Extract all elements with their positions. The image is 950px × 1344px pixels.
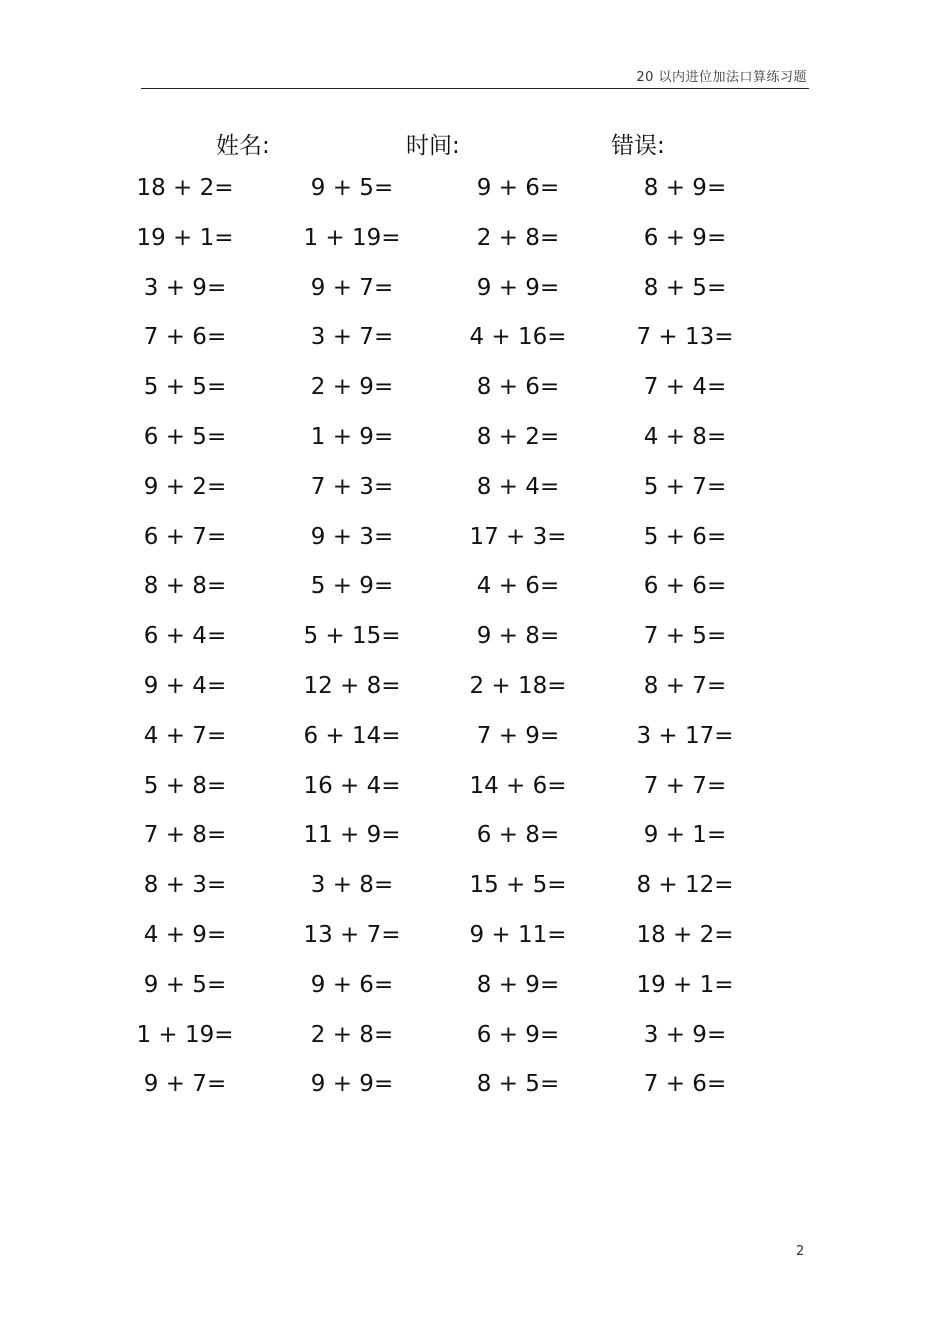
arithmetic-problem: 9 + 6= [310, 971, 394, 998]
problem-row [0, 765, 950, 815]
arithmetic-problem: 1 + 19= [303, 224, 401, 251]
arithmetic-problem: 5 + 9= [310, 573, 394, 600]
arithmetic-problem: 9 + 1= [643, 822, 727, 849]
problem-row [0, 615, 950, 665]
arithmetic-problem: 19 + 1= [636, 971, 734, 998]
arithmetic-problem: 2 + 8= [310, 1021, 394, 1048]
arithmetic-problem: 7 + 6= [643, 1071, 727, 1098]
arithmetic-problem: 17 + 3= [469, 523, 567, 550]
arithmetic-problem: 6 + 14= [303, 722, 401, 749]
arithmetic-problem: 5 + 6= [643, 523, 727, 550]
arithmetic-problem: 6 + 4= [143, 623, 227, 650]
problem-row [0, 217, 950, 267]
problem-row [0, 565, 950, 615]
arithmetic-problem: 4 + 9= [143, 921, 227, 948]
arithmetic-problem: 9 + 6= [476, 175, 560, 201]
arithmetic-problem: 7 + 5= [643, 623, 727, 650]
arithmetic-problem: 7 + 8= [143, 822, 227, 849]
arithmetic-problem: 6 + 8= [476, 822, 560, 849]
problem-row [0, 715, 950, 765]
problem-row [0, 1063, 950, 1113]
arithmetic-problem: 9 + 11= [469, 921, 567, 948]
arithmetic-problem: 2 + 8= [476, 224, 560, 251]
arithmetic-problem: 4 + 6= [476, 573, 560, 600]
arithmetic-problem: 8 + 6= [476, 374, 560, 401]
arithmetic-problem: 14 + 6= [469, 772, 567, 799]
arithmetic-problem: 7 + 13= [636, 324, 734, 351]
arithmetic-problem: 9 + 7= [310, 274, 394, 301]
arithmetic-problem: 19 + 1= [136, 224, 234, 251]
arithmetic-problem: 9 + 5= [310, 175, 394, 201]
arithmetic-problem: 12 + 8= [303, 672, 401, 699]
problem-row [0, 416, 950, 466]
arithmetic-problem: 6 + 9= [476, 1021, 560, 1048]
arithmetic-problem: 8 + 12= [636, 872, 734, 899]
arithmetic-problem: 8 + 7= [643, 672, 727, 699]
arithmetic-problem: 15 + 5= [469, 872, 567, 899]
arithmetic-problem: 3 + 17= [636, 722, 734, 749]
arithmetic-problem: 6 + 7= [143, 523, 227, 550]
arithmetic-problem: 8 + 9= [643, 175, 727, 201]
arithmetic-problem: 7 + 7= [643, 772, 727, 799]
arithmetic-problem: 11 + 9= [303, 822, 401, 849]
arithmetic-problem: 4 + 7= [143, 722, 227, 749]
arithmetic-problem: 7 + 3= [310, 473, 394, 500]
arithmetic-problem: 13 + 7= [303, 921, 401, 948]
arithmetic-problem: 3 + 8= [310, 872, 394, 899]
arithmetic-problem: 16 + 4= [303, 772, 401, 799]
arithmetic-problem: 5 + 15= [303, 623, 401, 650]
arithmetic-problem: 9 + 2= [143, 473, 227, 500]
problem-row [0, 167, 950, 217]
problem-grid [0, 167, 950, 1113]
problem-row [0, 964, 950, 1014]
arithmetic-problem: 3 + 9= [643, 1021, 727, 1048]
arithmetic-problem: 8 + 5= [643, 274, 727, 301]
problem-row [0, 914, 950, 964]
arithmetic-problem: 5 + 5= [143, 374, 227, 401]
arithmetic-problem: 4 + 8= [643, 423, 727, 450]
arithmetic-problem: 7 + 9= [476, 722, 560, 749]
arithmetic-problem: 7 + 4= [643, 374, 727, 401]
arithmetic-problem: 5 + 7= [643, 473, 727, 500]
arithmetic-problem: 4 + 16= [469, 324, 567, 351]
arithmetic-problem: 9 + 9= [310, 1071, 394, 1098]
time-label: 时间: [406, 133, 460, 159]
arithmetic-problem: 8 + 9= [476, 971, 560, 998]
arithmetic-problem: 18 + 2= [636, 921, 734, 948]
problem-row [0, 1014, 950, 1064]
problem-row [0, 316, 950, 366]
arithmetic-problem: 9 + 8= [476, 623, 560, 650]
header-divider [141, 88, 809, 89]
arithmetic-problem: 3 + 9= [143, 274, 227, 301]
arithmetic-problem: 6 + 9= [643, 224, 727, 251]
name-label: 姓名: [216, 133, 270, 159]
arithmetic-problem: 8 + 4= [476, 473, 560, 500]
problem-row [0, 814, 950, 864]
problem-row [0, 267, 950, 317]
arithmetic-problem: 9 + 3= [310, 523, 394, 550]
problem-row [0, 864, 950, 914]
arithmetic-problem: 9 + 4= [143, 672, 227, 699]
arithmetic-problem: 7 + 6= [143, 324, 227, 351]
arithmetic-problem: 3 + 7= [310, 324, 394, 351]
arithmetic-problem: 9 + 7= [143, 1071, 227, 1098]
page-header-title: 20 以内进位加法口算练习题 [636, 70, 807, 85]
arithmetic-problem: 2 + 9= [310, 374, 394, 401]
arithmetic-problem: 9 + 5= [143, 971, 227, 998]
arithmetic-problem: 1 + 19= [136, 1021, 234, 1048]
problem-row [0, 516, 950, 566]
arithmetic-problem: 18 + 2= [136, 175, 234, 201]
arithmetic-problem: 8 + 5= [476, 1071, 560, 1098]
problem-row [0, 466, 950, 516]
arithmetic-problem: 8 + 2= [476, 423, 560, 450]
arithmetic-problem: 6 + 5= [143, 423, 227, 450]
arithmetic-problem: 6 + 6= [643, 573, 727, 600]
arithmetic-problem: 2 + 18= [469, 672, 567, 699]
arithmetic-problem: 8 + 3= [143, 872, 227, 899]
problem-row [0, 665, 950, 715]
page-number: 2 [796, 1244, 805, 1259]
arithmetic-problem: 5 + 8= [143, 772, 227, 799]
arithmetic-problem: 1 + 9= [310, 423, 394, 450]
problem-row [0, 366, 950, 416]
arithmetic-problem: 8 + 8= [143, 573, 227, 600]
arithmetic-problem: 9 + 9= [476, 274, 560, 301]
errors-label: 错误: [611, 133, 665, 159]
